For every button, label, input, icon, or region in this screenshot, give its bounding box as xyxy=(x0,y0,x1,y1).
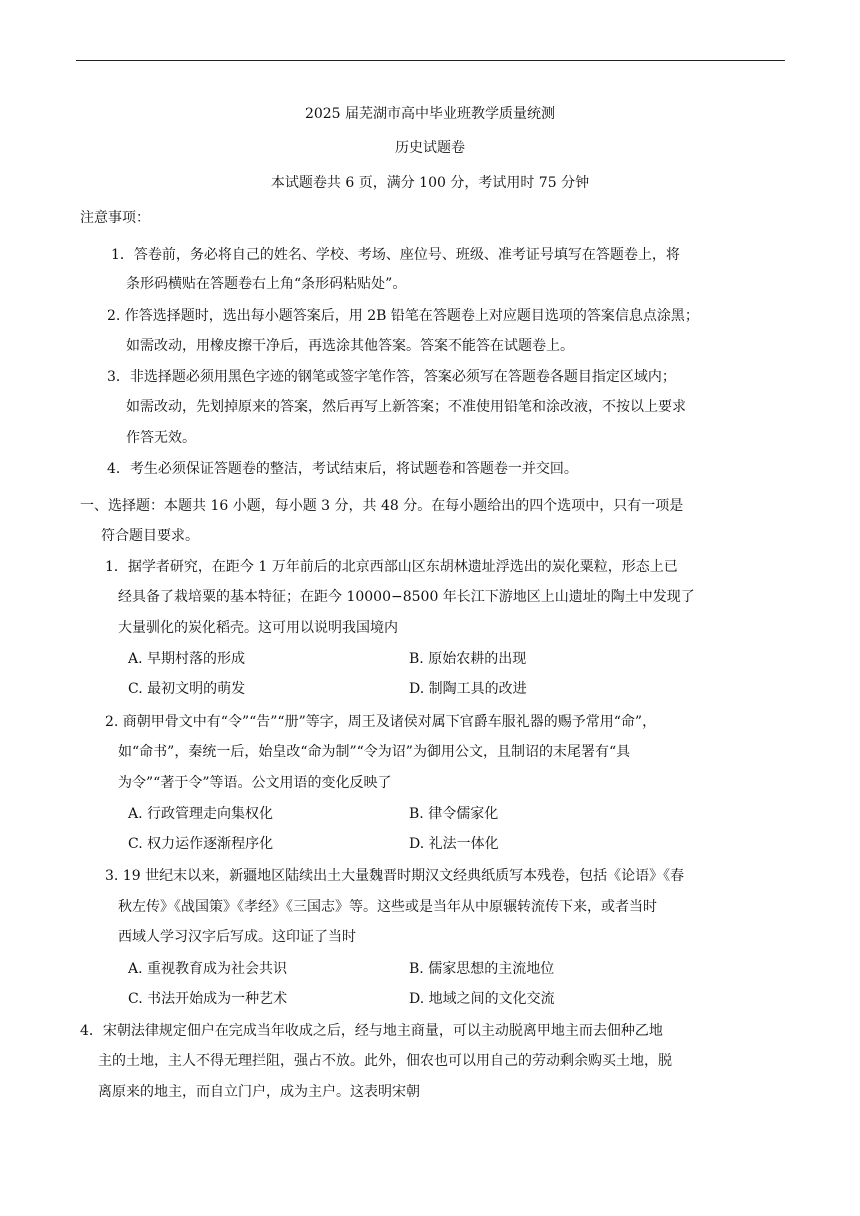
notice-line: 如需改动，用橡皮擦干净后，再选涂其他答案。答案不能答在试题卷上。 xyxy=(126,338,574,354)
question-line: 为令”“著于令”等语。公文用语的变化反映了 xyxy=(118,775,392,791)
section-line: 一、选择题：本题共 16 小题，每小题 3 分，共 48 分。在每小题给出的四个选项中，只有一项是 xyxy=(80,498,684,514)
option-c: C. 最初文明的萌发 xyxy=(128,681,246,697)
question-line: 离原来的地主，而自立门户，成为主户。这表明宋朝 xyxy=(98,1084,420,1100)
question-line: 经具备了栽培粟的基本特征；在距今 10000−8500 年长江下游地区上山遗址的陶土中发现了 xyxy=(118,589,695,605)
top-rule xyxy=(76,60,785,61)
option-b: B. 儒家思想的主流地位 xyxy=(409,961,555,977)
question-line: 如“命书”，秦统一后，始皇改“命为制”“令为诏”为御用公文，且制诏的末尾署有“具 xyxy=(118,744,631,760)
notice-line: 3．非选择题必须用黑色字迹的钢笔或签字笔作答，答案必须写在答题卷各题目指定区域内； xyxy=(107,369,676,385)
exam-title: 2025 届芜湖市高中毕业班教学质量统测 xyxy=(304,106,556,122)
question-line: 西域人学习汉字后写成。这印证了当时 xyxy=(118,929,356,945)
option-a: A. 行政管理走向集权化 xyxy=(128,806,274,822)
option-a: A. 早期村落的形成 xyxy=(128,651,246,667)
notice-line: 2. 作答选择题时，选出每小题答案后，用 2B 铅笔在答题卷上对应题目选项的答案信息点涂黑； xyxy=(107,308,699,324)
exam-subtitle: 历史试题卷 xyxy=(395,140,465,156)
option-a: A. 重视教育成为社会共识 xyxy=(128,961,288,977)
option-c: C. 权力运作逐渐程序化 xyxy=(128,836,274,852)
notice-line: 如需改动，先划掉原来的答案，然后再写上新答案；不准使用铅笔和涂改液，不按以上要求 xyxy=(126,399,686,415)
notice-line: 作答无效。 xyxy=(126,430,196,446)
section-line: 符合题目要求。 xyxy=(101,528,199,544)
notice-line: 1．答卷前，务必将自己的姓名、学校、考场、座位号、班级、准考证号填写在答题卷上，将 xyxy=(111,247,680,263)
option-d: D. 地域之间的文化交流 xyxy=(409,991,555,1007)
question-line: 3. 19 世纪末以来，新疆地区陆续出土大量魏晋时期汉文经典纸质写本残卷，包括《论语》《春 xyxy=(105,868,685,884)
option-c: C. 书法开始成为一种艺术 xyxy=(128,991,288,1007)
question-line: 主的土地，主人不得无理拦阻，强占不放。此外，佃农也可以用自己的劳动剩余购买土地，脱 xyxy=(98,1053,672,1069)
option-b: B. 原始农耕的出现 xyxy=(409,651,527,667)
question-line: 1．据学者研究，在距今 1 万年前后的北京西部山区东胡林遗址浮选出的炭化粟粒，形态上已 xyxy=(105,559,678,575)
question-line: 4．宋朝法律规定佃户在完成当年收成之后，经与地主商量，可以主动脱离甲地主而去佃种乙地 xyxy=(80,1023,663,1039)
question-line: 2. 商朝甲骨文中有“令”“告”“册”等字，周王及诸侯对属下官爵车服礼器的赐予常用“命”， xyxy=(105,714,657,730)
option-d: D. 制陶工具的改进 xyxy=(409,681,527,697)
notice-heading: 注意事项： xyxy=(80,210,150,226)
question-line: 大量驯化的炭化稻壳。这可用以说明我国境内 xyxy=(118,620,398,636)
exam-meta: 本试题卷共 6 页，满分 100 分，考试用时 75 分钟 xyxy=(270,175,590,191)
notice-line: 4．考生必须保证答题卷的整洁，考试结束后，将试题卷和答题卷一并交回。 xyxy=(107,461,578,477)
question-line: 秋左传》《战国策》《孝经》《三国志》等。这些或是当年从中原辗转流传下来，或者当时 xyxy=(118,899,657,915)
option-b: B. 律令儒家化 xyxy=(409,806,499,822)
option-d: D. 礼法一体化 xyxy=(409,836,499,852)
notice-line: 条形码横贴在答题卷右上角“条形码粘贴处”。 xyxy=(126,276,407,292)
